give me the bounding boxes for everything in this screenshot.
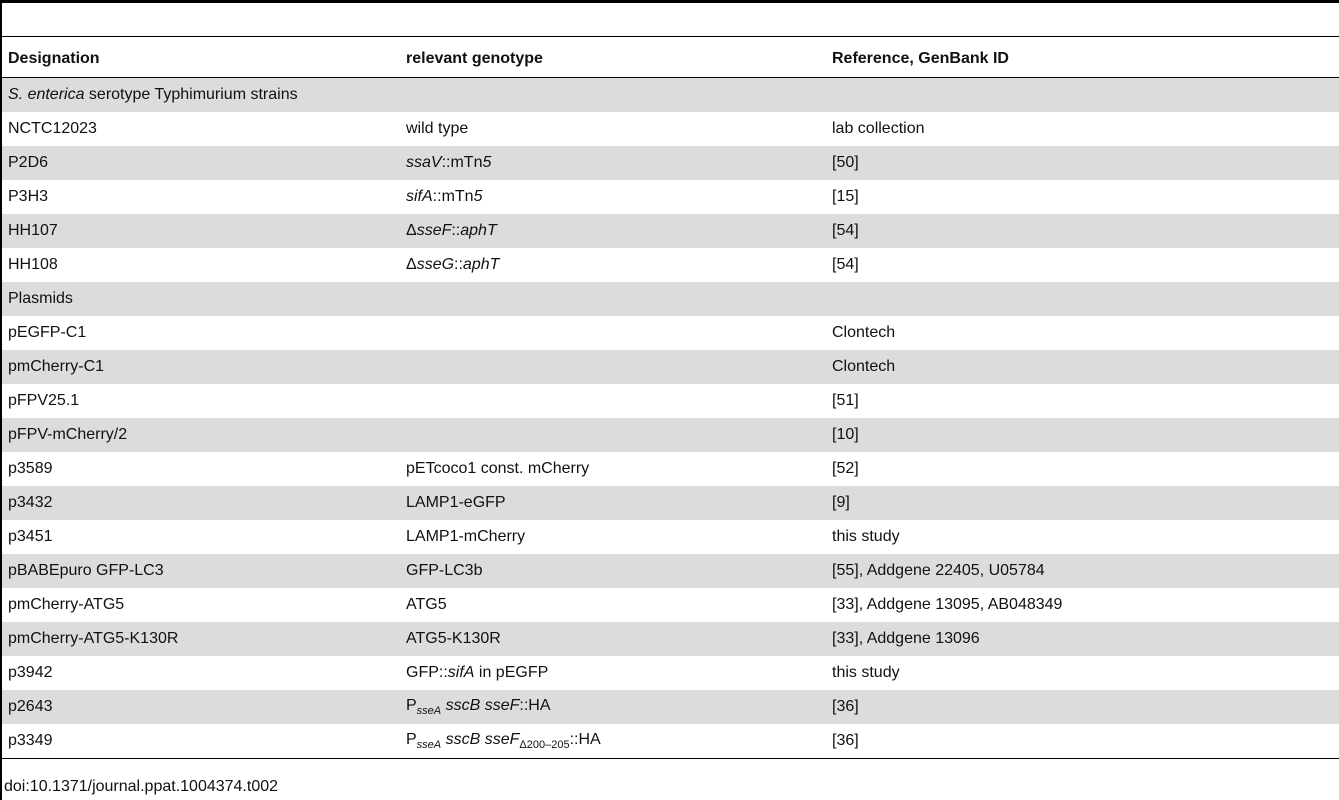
- doi-caption: doi:10.1371/journal.ppat.1004374.t002: [4, 778, 279, 795]
- table-row: [2, 656, 1339, 690]
- table-row: [2, 418, 1339, 452]
- table-row: [2, 452, 1339, 486]
- genotype-cell: wild type: [406, 120, 469, 137]
- designation-cell: S. enterica serotype Typhimurium strains: [2, 78, 400, 113]
- table-row: [2, 520, 1339, 554]
- genotype-cell: $P_{sseA}$ sscB sseF::HA: [400, 690, 826, 724]
- table-row: [2, 486, 1339, 520]
- table-row: [2, 384, 1339, 418]
- designation-cell: pFPV25.1: [8, 392, 80, 409]
- reference-cell: [9]: [826, 486, 1339, 520]
- table-row: [2, 180, 1339, 214]
- table-row: [2, 214, 1339, 248]
- reference-cell: [826, 282, 1339, 316]
- genotype-cell: [400, 78, 826, 113]
- table-row: [2, 78, 1339, 113]
- table-row: [2, 146, 1339, 180]
- designation-cell: pEGFP-C1: [8, 324, 87, 341]
- reference-cell: [10]: [826, 418, 1339, 452]
- table-row: [2, 112, 1339, 146]
- reference-cell: [36]: [826, 690, 1339, 724]
- reference-cell: [33], Addgene 13095, AB048349: [832, 596, 1063, 613]
- designation-cell: HH107: [2, 214, 400, 248]
- reference-cell: [36]: [826, 724, 1339, 759]
- designation-cell: p3942: [8, 664, 53, 681]
- genotype-cell: [400, 418, 826, 452]
- genotype-cell: [400, 384, 826, 418]
- reference-cell: Clontech: [832, 324, 896, 341]
- table-row: [2, 690, 1339, 724]
- table-row: [2, 248, 1339, 282]
- designation-cell: pmCherry-ATG5-K130R: [2, 622, 400, 656]
- reference-cell: [52]: [832, 460, 859, 477]
- genotype-cell: ΔsseF::aphT: [400, 214, 826, 248]
- designation-cell: HH108: [8, 256, 58, 273]
- reference-cell: [15]: [832, 188, 859, 205]
- designation-cell: p3451: [8, 528, 53, 545]
- table-body: [2, 78, 1339, 759]
- table-row: [2, 622, 1339, 656]
- column-header-genotype: relevant genotype: [400, 41, 826, 78]
- table-row: [2, 350, 1339, 384]
- table-row: [2, 588, 1339, 622]
- genotype-cell: ssaV::mTn5: [400, 146, 826, 180]
- designation-cell: pBABEpuro GFP-LC3: [2, 554, 400, 588]
- designation-cell: p3589: [8, 460, 53, 477]
- designation-cell: P2D6: [2, 146, 400, 180]
- designation-cell: NCTC12023: [8, 120, 97, 137]
- reference-cell: [33], Addgene 13096: [826, 622, 1339, 656]
- designation-cell: pmCherry-C1: [2, 350, 400, 384]
- reference-cell: [50]: [826, 146, 1339, 180]
- genotype-cell: ATG5-K130R: [400, 622, 826, 656]
- header-rule: [0, 36, 1339, 37]
- reference-cell: [54]: [832, 256, 859, 273]
- genotype-cell: sifA::mTn5: [406, 188, 483, 205]
- designation-cell: P3H3: [8, 188, 49, 205]
- designation-cell: pmCherry-ATG5: [8, 596, 125, 613]
- reference-cell: [51]: [832, 392, 859, 409]
- designation-cell: pFPV-mCherry/2: [2, 418, 400, 452]
- designation-cell: p3349: [2, 724, 400, 759]
- genotype-cell: $P_{sseA}$ sscB sseF$_{\Delta 200-205}$::HA: [400, 724, 826, 759]
- genotype-cell: ΔsseG::aphT: [406, 256, 500, 273]
- genotype-cell: LAMP1-mCherry: [406, 528, 526, 545]
- designation-cell: Plasmids: [2, 282, 400, 316]
- genotype-cell: GFP-LC3b: [400, 554, 826, 588]
- genotype-cell: [400, 316, 826, 350]
- top-rule: [0, 0, 1339, 3]
- column-header-reference: Reference, GenBank ID: [826, 41, 1339, 78]
- column-header-designation: Designation: [2, 41, 400, 78]
- reference-cell: this study: [832, 528, 900, 545]
- reference-cell: [55], Addgene 22405, U05784: [826, 554, 1339, 588]
- table-row: [2, 316, 1339, 350]
- reference-cell: Clontech: [826, 350, 1339, 384]
- genotype-cell: [400, 350, 826, 384]
- table-header-row: [2, 41, 1339, 78]
- reference-cell: this study: [832, 664, 900, 681]
- genotype-cell: ATG5: [406, 596, 447, 613]
- table-row: [2, 554, 1339, 588]
- designation-cell: p2643: [2, 690, 400, 724]
- genotype-cell: [400, 282, 826, 316]
- strains-plasmids-table: [2, 41, 1339, 759]
- genotype-cell: GFP::sifA in pEGFP: [406, 664, 549, 681]
- table-row: [2, 282, 1339, 316]
- reference-cell: [826, 78, 1339, 113]
- reference-cell: lab collection: [832, 120, 925, 137]
- reference-cell: [54]: [826, 214, 1339, 248]
- genotype-cell: LAMP1-eGFP: [400, 486, 826, 520]
- designation-cell: p3432: [2, 486, 400, 520]
- table-row: [2, 724, 1339, 759]
- genotype-cell: pETcoco1 const. mCherry: [406, 460, 590, 477]
